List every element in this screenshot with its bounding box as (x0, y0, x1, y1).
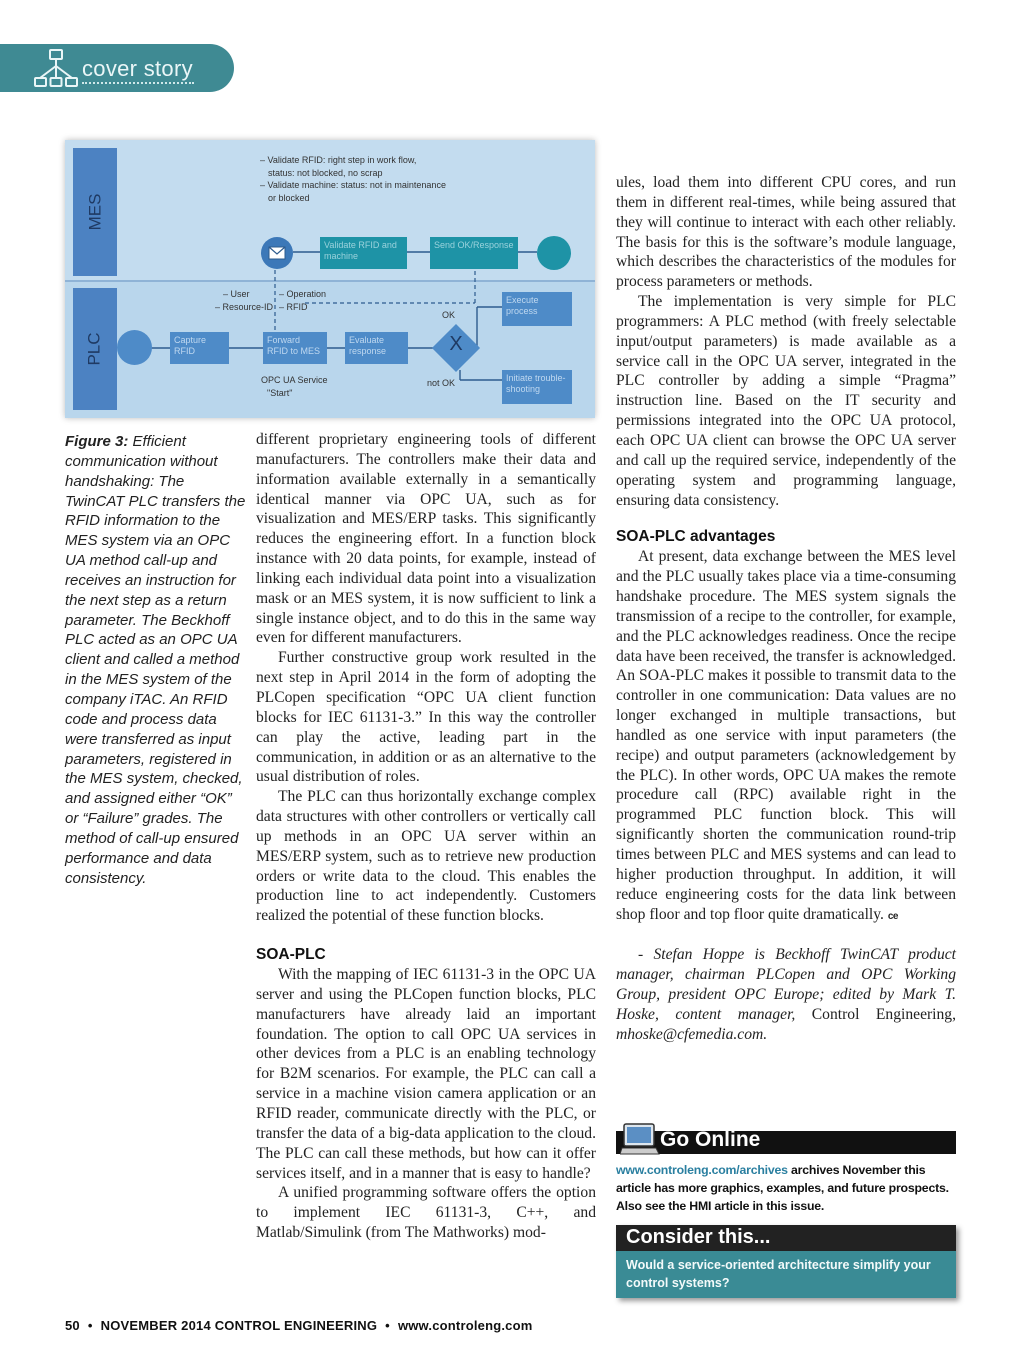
lane-label-plc: PLC (73, 288, 117, 410)
opc-service-note: OPC UA Service "Start" (261, 375, 328, 398)
end-mark: ce (887, 910, 898, 922)
subheading: SOA-PLC advantages (616, 528, 776, 546)
page-footer: 50 • NOVEMBER 2014 CONTROL ENGINEERING • www.controleng.com (65, 1318, 533, 1333)
forward-box: Forward RFID to MES (263, 332, 327, 364)
validate-box: Validate RFID and machine (320, 237, 407, 269)
consider-text: Would a service-oriented architecture simplify your control systems? (616, 1251, 956, 1298)
not-ok-label: not OK (427, 378, 456, 388)
envelope-icon (261, 237, 293, 269)
subheading: SOA-PLC (256, 946, 326, 964)
archives-link[interactable]: www.controleng.com/archives (616, 1163, 788, 1177)
consider-title: Consider this... (626, 1226, 771, 1248)
consider-box (616, 1225, 956, 1298)
message-start-event (261, 237, 293, 269)
ok-label: OK (442, 310, 456, 320)
page-number: 50 (65, 1318, 80, 1333)
go-online-title: Go Online (660, 1128, 761, 1151)
process-diagram (65, 140, 595, 418)
mes-notes: – Validate RFID: right step in work flow, status: not blocked, no scrap – Validate machine: status: not in maintenance or blocked (260, 155, 446, 203)
plc-start-event (117, 330, 152, 365)
lane-label-mes: MES (73, 148, 117, 276)
paragraph: The implementation is very simple for PLC programmers: A PLC method (with freely selectable input/output parameters) is made available as a service call in the OPC UA server, integrated in the PLC controller by adding a simple “Pragma” instruction line. Based on the IT security and permissions integrated into the OPC UA protocol, each OPC UA client can browse the OPC UA server and call up the required service, independently of the operating system and programming language, ensuring data consistency. (616, 293, 956, 509)
issue-label: NOVEMBER 2014 CONTROL ENGINEERING (100, 1318, 378, 1333)
capture-box: Capture RFID (170, 332, 229, 364)
article-column-2 (256, 430, 596, 1243)
evaluate-box: Evaluate response (345, 332, 408, 364)
figure-caption (65, 432, 247, 888)
go-online-text: www.controleng.com/archives archives November this article has more graphics, examples, and future prospects. Also see the HMI article in this issue. (616, 1163, 949, 1213)
paragraph: ules, load them into different CPU cores, and run them in different real-times, while being assured that they will continue to interact with each other reliably. The basis for this is the software’s module language, which describes the characteristics of the modules for process parameters or methods. (616, 174, 956, 291)
section-label: cover story (82, 56, 193, 81)
paragraph: At present, data exchange between the MES level and the PLC usually takes place via a time-consuming handshake procedure. The MES system signals the transmission of a recipe to the controller, for example, and the PLC acknowledges readiness. Once the recipe data have been received, the transfer is acknowledged. An SOA-PLC makes it possible to transmit data to the controller in one communication: Data values are no longer exchanged in multiple transactions, but handled as one service with input parameters (the recipe) and output parameters (acknowledgement by the PLC). In other words, OPC UA makes the remote procedure call (RPC) available right in the programmed PLC function block. This will significantly shorten the communication round-trip times between PLC and MES systems and can lead to higher production throughput. In addition, it will reduce engineering costs for the data link between shop floor and top floor quite dramatically. ce (616, 548, 956, 923)
caption-label: Figure 3: (65, 433, 129, 450)
article-column-3 (616, 173, 956, 1045)
paragraph: Further constructive group work resulted in the next step in April 2014 in the form of adopting the PLCopen specification “OPC UA client function blocks for IEC 61131-3.” In this way the controller can play the active, leading part in the communication, in addition or as an alternative to the usual distribution of roles. (256, 649, 596, 786)
section-underline (82, 82, 194, 84)
network-icon (34, 48, 78, 92)
user-notes: – User – Resource-ID (215, 289, 274, 312)
operation-notes: – Operation – RFID (279, 289, 327, 312)
execute-box: Execute process (502, 292, 572, 326)
author-byline: - Stefan Hoppe is Beckhoff TwinCAT product manager, chairman PLCopen and OPC Working Group, president OPC Europe; edited by Mark T. Hoske, content manager, Control Engineering, mhoske@cfemedia.com. (616, 946, 957, 1043)
paragraph: The PLC can thus horizontally exchange complex data structures with other controllers or vertically call up methods in an OPC UA server within an MES/ERP system, such as to retrieve new production orders or write data to the cloud. This enables the production line to act independently. Customers realized the potential of these function blocks. (256, 788, 596, 925)
paragraph: With the mapping of IEC 61131-3 in the OPC UA server and using the PLCopen function blocks, PLC manufacturers have already laid an important foundation. The option to call OPC UA services in other devices from a PLC is an enabling technology for B2M scenarios. For example, the PLC can call a service in a machine vision camera application or an RFID reader, communicate directly with the PLC, or transfer the data of a big-data application to the cloud. The PLC can call these methods, but how can it offer services itself, and in a manner that is easy to handle? (256, 966, 596, 1182)
mes-end-event (537, 236, 571, 270)
paragraph: A unified programming software offers the option to implement IEC 61131-3, C++, and Matlab/Simulink (from The Mathworks) mod- (256, 1184, 596, 1242)
caption-text: Efficient communication without handshaking: The TwinCAT PLC transfers the RFID information to the MES system via an OPC UA method call-up and receives an instruction for the next step as a return parameter. The Beckhoff PLC acted as an OPC UA client and called a method in the MES system of the company iTAC. An RFID code and process data were transferred as input parameters, registered in the MES system, checked, and assigned either “OK” or “Failure” grades. The method of call-up ensured performance and data consistency. (65, 433, 246, 887)
computer-icon (620, 1122, 660, 1156)
paragraph: different proprietary engineering tools of different manufacturers. The controllers make their data and information available externally in a semantically identical manner via OPC UA, such as for visualization and MES/ERP tasks. This significantly reduces the engineering effort. In a function block instance with 20 data points, for example, instead of linking each individual data point into a visualization mask or an MES system, it is now sufficient to link a single instance object, and to do this in the same way even for different manufacturers. (256, 431, 596, 647)
footer-url[interactable]: www.controleng.com (397, 1318, 533, 1333)
troubleshoot-box: Initiate trouble-shooting (502, 370, 572, 404)
send-box: Send OK/Response (430, 237, 518, 269)
gateway-symbol: X (449, 333, 463, 355)
